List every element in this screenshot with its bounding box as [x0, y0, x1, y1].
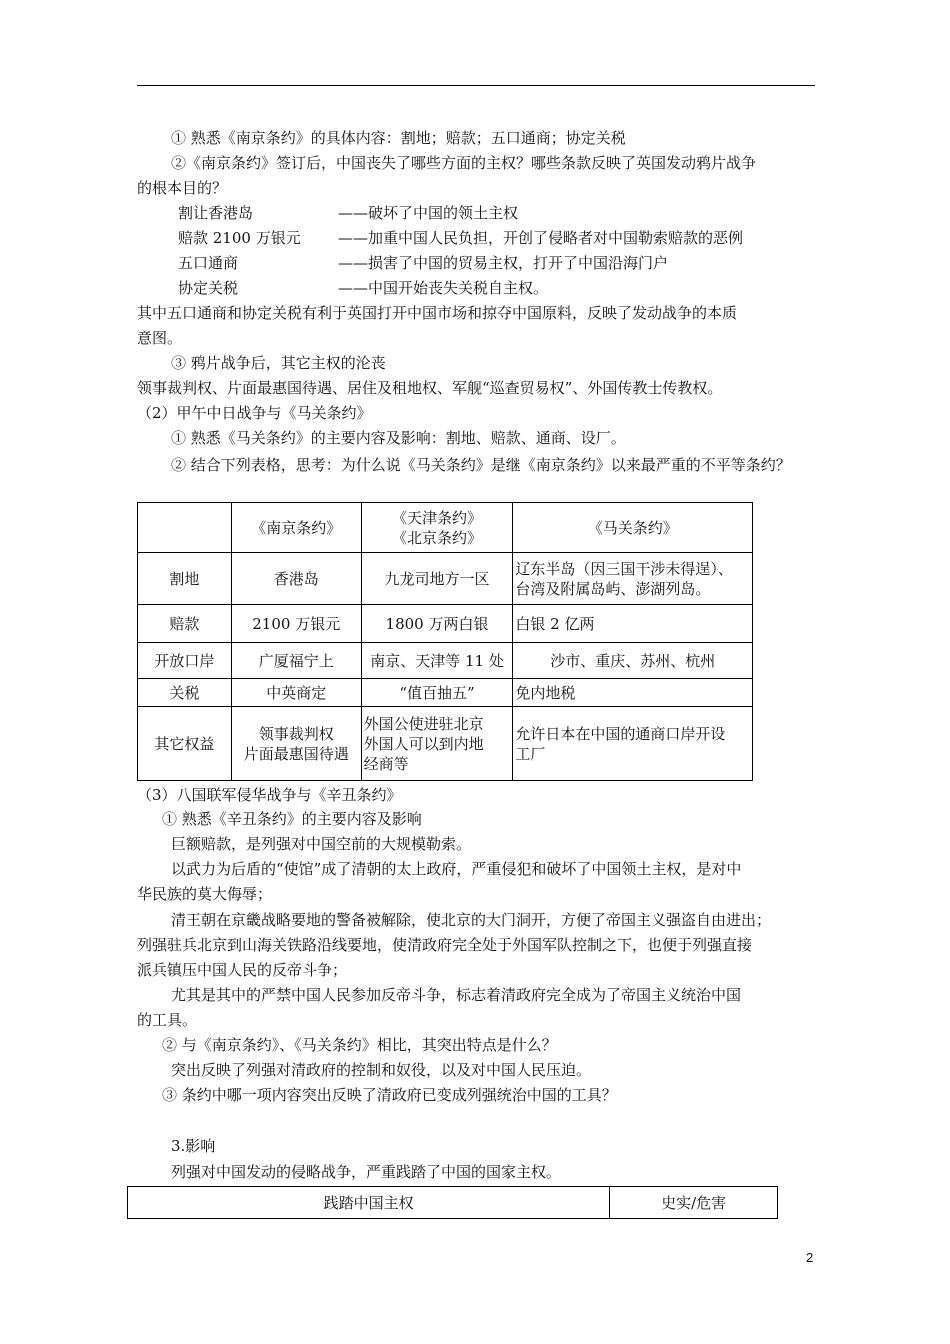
paragraph: ① 熟悉《马关条约》的主要内容及影响：割地、赔款、通商、设厂。 — [171, 429, 626, 447]
table-cell: 中英商定 — [231, 679, 361, 707]
term-impact: ——破坏了中国的领土主权 — [338, 204, 519, 222]
paragraph: 华民族的莫大侮辱； — [137, 885, 273, 903]
paragraph: 意图。 — [137, 329, 183, 347]
table-cell: 1800 万两白银 — [361, 605, 513, 643]
paragraph: ③ 鸦片战争后，其它主权的沦丧 — [171, 354, 386, 372]
table-corner — [138, 503, 232, 553]
column-header: 史实/危害 — [610, 1187, 778, 1219]
section-heading: （3）八国联军侵华战争与《辛丑条约》 — [137, 786, 402, 804]
table-cell: 沙市、重庆、苏州、杭州 — [513, 643, 753, 679]
paragraph: ① 熟悉《辛丑条约》的主要内容及影响 — [162, 810, 422, 828]
row-header: 赔款 — [138, 605, 232, 643]
treaty-comparison-table — [137, 502, 753, 781]
term-impact: ——加重中国人民负担，开创了侵略者对中国勒索赔款的恶例 — [338, 229, 744, 247]
table-cell: 免内地税 — [513, 679, 753, 707]
paragraph: 列强驻兵北京到山海关铁路沿线要地，使清政府完全处于外国军队控制之下，也便于列强直接 — [137, 936, 753, 954]
table-cell: 2100 万银元 — [231, 605, 361, 643]
term-impact: ——中国开始丧失关税自主权。 — [338, 279, 549, 297]
table-cell: 南京、天津等 11 处 — [361, 643, 513, 679]
paragraph: 以武力为后盾的“使馆”成了清朝的太上政府，严重侵犯和破坏了中国领土主权，是对中 — [171, 860, 742, 878]
section-heading: 3.影响 — [171, 1137, 216, 1155]
table-cell: “值百抽五” — [361, 679, 513, 707]
table-cell: 九龙司地方一区 — [361, 553, 513, 605]
paragraph: 巨额赔款，是列强对中国空前的大规模勒索。 — [171, 835, 472, 853]
column-header: 《南京条约》 — [231, 503, 361, 553]
paragraph: 突出反映了列强对清政府的控制和奴役，以及对中国人民压迫。 — [171, 1061, 592, 1079]
header-rule — [137, 85, 815, 86]
treaty-term: 割让香港岛 — [178, 204, 254, 222]
paragraph: 派兵镇压中国人民的反帝斗争； — [137, 961, 348, 979]
term-impact: ——损害了中国的贸易主权，打开了中国沿海门户 — [338, 254, 669, 272]
table-cell: 广厦福宁上 — [231, 643, 361, 679]
paragraph: ② 结合下列表格，思考：为什么说《马关条约》是继《南京条约》以来最严重的不平等条约？ — [171, 456, 791, 474]
row-header: 割地 — [138, 553, 232, 605]
column-header: 《天津条约》 《北京条约》 — [361, 503, 513, 553]
row-header: 开放口岸 — [138, 643, 232, 679]
table-cell: 外国公使进驻北京 外国人可以到内地 经商等 — [361, 707, 513, 781]
table-cell: 领事裁判权 片面最惠国待遇 — [231, 707, 361, 781]
table-cell: 辽东半岛（因三国干涉未得逞）、 台湾及附属岛屿、澎湖列岛。 — [513, 553, 753, 605]
treaty-term: 赔款 2100 万银元 — [178, 229, 301, 247]
row-header: 关税 — [138, 679, 232, 707]
paragraph: 其中五口通商和协定关税有利于英国打开中国市场和掠夺中国原料，反映了发动战争的本质 — [137, 304, 738, 322]
section-heading: （2）甲午中日战争与《马关条约》 — [137, 404, 372, 422]
page-number: 2 — [806, 1250, 814, 1265]
paragraph: 领事裁判权、片面最惠国待遇、居住及租地权、军舰“巡查贸易权”、外国传教士传教权。 — [137, 379, 723, 397]
column-header: 《马关条约》 — [513, 503, 753, 553]
paragraph: ②《南京条约》签订后，中国丧失了哪些方面的主权？哪些条款反映了英国发动鸦片战争 — [171, 154, 757, 172]
column-header: 践踏中国主权 — [128, 1187, 610, 1219]
paragraph: 的根本目的？ — [137, 179, 228, 197]
paragraph: ① 熟悉《南京条约》的具体内容：割地；赔款；五口通商；协定关税 — [171, 129, 626, 147]
paragraph: 的工具。 — [137, 1011, 198, 1029]
row-header: 其它权益 — [138, 707, 232, 781]
treaty-term: 五口通商 — [178, 254, 239, 272]
table-cell: 允许日本在中国的通商口岸开设 工厂 — [513, 707, 753, 781]
paragraph: 清王朝在京畿战略要地的警备被解除，使北京的大门洞开，方便了帝国主义强盗自由进出； — [171, 911, 772, 929]
sovereignty-table — [127, 1186, 778, 1219]
paragraph: 列强对中国发动的侵略战争，严重践踏了中国的国家主权。 — [171, 1163, 562, 1181]
table-cell: 香港岛 — [231, 553, 361, 605]
paragraph: 尤其是其中的严禁中国人民参加反帝斗争，标志着清政府完全成为了帝国主义统治中国 — [171, 986, 742, 1004]
paragraph: ③ 条约中哪一项内容突出反映了清政府已变成列强统治中国的工具？ — [162, 1086, 617, 1104]
treaty-term: 协定关税 — [178, 279, 239, 297]
paragraph: ② 与《南京条约》、《马关条约》相比，其突出特点是什么？ — [162, 1036, 557, 1054]
table-cell: 白银 2 亿两 — [513, 605, 753, 643]
